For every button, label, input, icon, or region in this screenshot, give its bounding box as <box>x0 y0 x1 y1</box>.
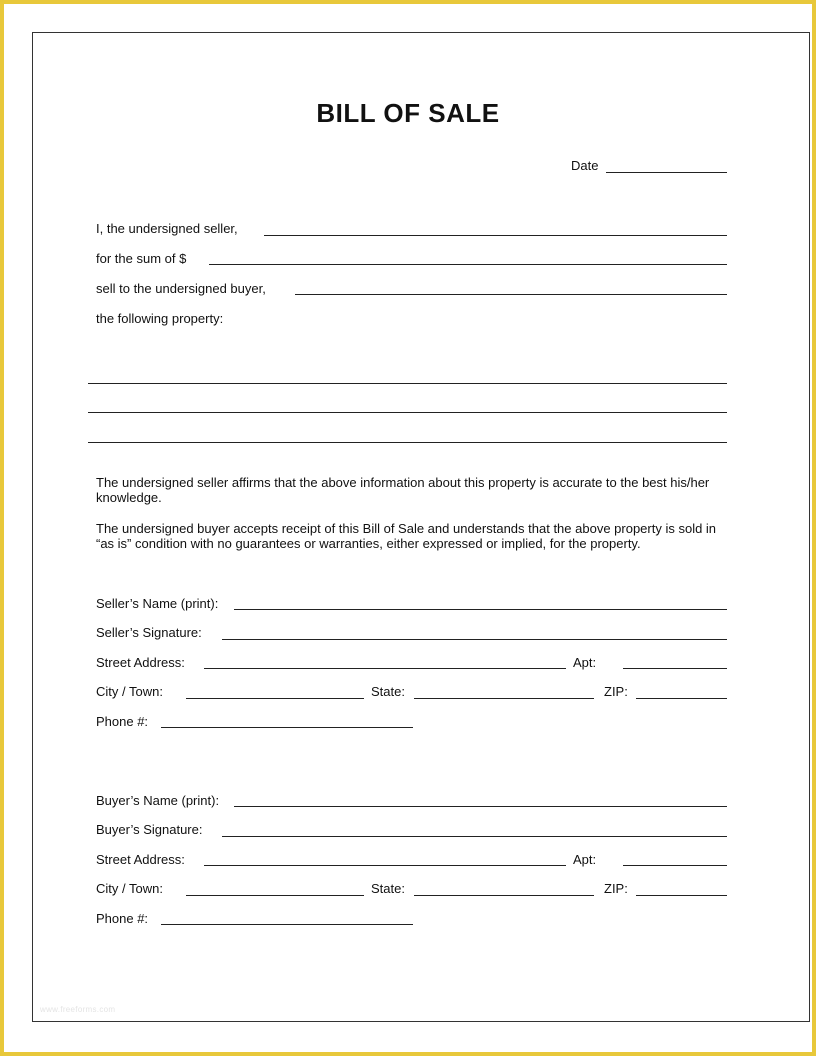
seller-affirmation-text: The undersigned seller affirms that the above information about this property is accurate to the best his/her knowledge. <box>96 475 710 505</box>
seller-street-field[interactable] <box>204 668 566 669</box>
seller-phone-field[interactable] <box>161 727 413 728</box>
buyer-name-label: Buyer’s Name (print): <box>96 793 220 808</box>
buyer-zip-field[interactable] <box>636 895 727 896</box>
seller-state-field[interactable] <box>414 698 594 699</box>
buyer-zip-label: ZIP: <box>604 881 628 896</box>
buyer-phone-field[interactable] <box>161 924 413 925</box>
date-field[interactable] <box>606 172 727 173</box>
seller-signature-label: Seller’s Signature: <box>96 625 202 640</box>
seller-phone-label: Phone #: <box>96 714 149 729</box>
seller-apt-field[interactable] <box>623 668 727 669</box>
seller-intro-field[interactable] <box>264 235 727 236</box>
seller-state-label: State: <box>371 684 405 699</box>
sum-field[interactable] <box>209 264 727 265</box>
property-line-1[interactable] <box>88 383 727 384</box>
buyer-state-label: State: <box>371 881 405 896</box>
sum-label: for the sum of $ <box>96 251 187 266</box>
buyer-signature-field[interactable] <box>222 836 727 837</box>
buyer-state-field[interactable] <box>414 895 594 896</box>
buyer-acceptance-text: The undersigned buyer accepts receipt of this Bill of Sale and understands that the above property is sold in “as is” condition with no guarantees or warranties, either expressed or implied, for the property. <box>96 521 717 551</box>
buyer-signature-label: Buyer’s Signature: <box>96 822 203 837</box>
property-line-3[interactable] <box>88 442 727 443</box>
buyer-city-label: City / Town: <box>96 881 163 896</box>
page-title: BILL OF SALE <box>316 98 500 128</box>
watermark: www.freeforms.com <box>40 1005 116 1014</box>
seller-city-label: City / Town: <box>96 684 163 699</box>
buyer-phone-label: Phone #: <box>96 911 149 926</box>
seller-intro-label: I, the undersigned seller, <box>96 221 238 236</box>
buyer-apt-label: Apt: <box>573 852 597 867</box>
date-label: Date <box>571 158 599 173</box>
buyer-street-label: Street Address: <box>96 852 185 867</box>
seller-city-field[interactable] <box>186 698 364 699</box>
seller-apt-label: Apt: <box>573 655 597 670</box>
seller-zip-field[interactable] <box>636 698 727 699</box>
seller-name-field[interactable] <box>234 609 727 610</box>
seller-zip-label: ZIP: <box>604 684 628 699</box>
property-line-2[interactable] <box>88 412 727 413</box>
buyer-intro-field[interactable] <box>295 294 727 295</box>
buyer-street-field[interactable] <box>204 865 566 866</box>
buyer-city-field[interactable] <box>186 895 364 896</box>
buyer-name-field[interactable] <box>234 806 727 807</box>
buyer-intro-label: sell to the undersigned buyer, <box>96 281 266 296</box>
property-label: the following property: <box>96 311 224 326</box>
buyer-apt-field[interactable] <box>623 865 727 866</box>
seller-name-label: Seller’s Name (print): <box>96 596 219 611</box>
seller-signature-field[interactable] <box>222 639 727 640</box>
seller-street-label: Street Address: <box>96 655 185 670</box>
